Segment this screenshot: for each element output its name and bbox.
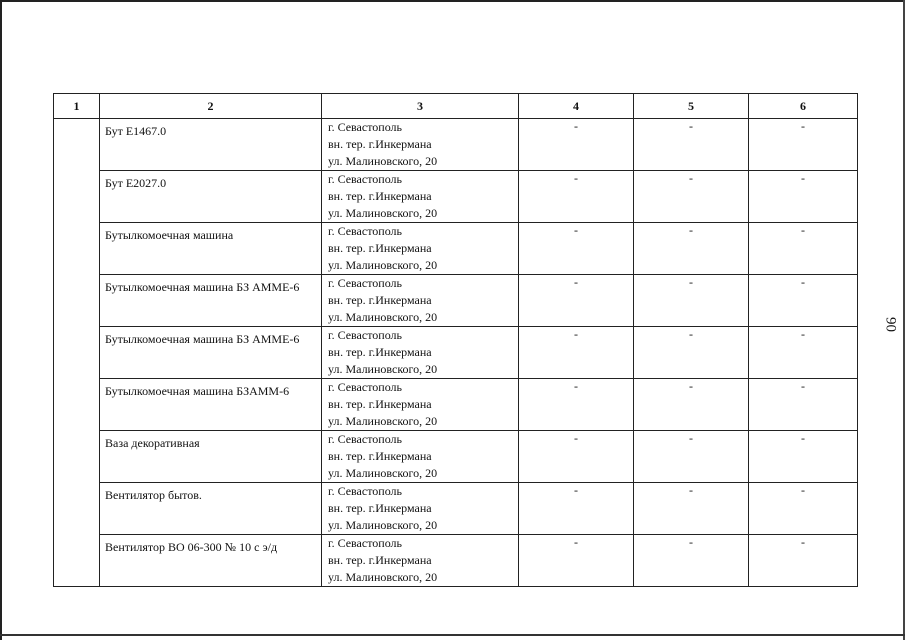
address-cell	[322, 275, 519, 327]
address-city: г. Севастополь	[328, 224, 403, 238]
address-street: ул. Малиновского, 20	[328, 310, 438, 324]
column-header-5: 5	[634, 94, 749, 119]
column-5-value: -	[634, 119, 749, 171]
column-4-value: -	[519, 483, 634, 535]
property-table	[53, 93, 858, 587]
scan-bottom-edge	[0, 634, 905, 636]
column-5-value: -	[634, 327, 749, 379]
item-name-cell	[100, 327, 322, 379]
item-name-cell	[100, 379, 322, 431]
column-6-value: -	[749, 327, 858, 379]
address-cell	[322, 379, 519, 431]
table-row	[54, 379, 858, 431]
column-5-value: -	[634, 379, 749, 431]
address-city: г. Севастополь	[328, 536, 403, 550]
address-city: г. Севастополь	[328, 380, 403, 394]
column-4-value: -	[519, 327, 634, 379]
table-row	[54, 483, 858, 535]
address-territory: вн. тер. г.Инкермана	[328, 189, 432, 203]
column-header-1: 1	[54, 94, 100, 119]
item-name-cell	[100, 483, 322, 535]
column-header-6: 6	[749, 94, 858, 119]
table-header-row	[54, 94, 858, 119]
item-name: Бутылкомоечная машина БЗ АММЕ-6	[105, 332, 300, 346]
address-cell	[322, 327, 519, 379]
address-street: ул. Малиновского, 20	[328, 414, 438, 428]
column-6-value: -	[749, 171, 858, 223]
address-city: г. Севастополь	[328, 432, 403, 446]
item-name-cell	[100, 275, 322, 327]
column-4-value: -	[519, 379, 634, 431]
column-5-value: -	[634, 431, 749, 483]
column-header-3: 3	[322, 94, 519, 119]
address-territory: вн. тер. г.Инкермана	[328, 345, 432, 359]
column-6-value: -	[749, 223, 858, 275]
table-row	[54, 119, 858, 171]
address-cell	[322, 171, 519, 223]
item-name-cell	[100, 431, 322, 483]
address-territory: вн. тер. г.Инкермана	[328, 137, 432, 151]
row-number-cell	[54, 119, 100, 587]
column-6-value: -	[749, 379, 858, 431]
address-territory: вн. тер. г.Инкермана	[328, 449, 432, 463]
column-6-value: -	[749, 119, 858, 171]
item-name: Вентилятор ВО 06-300 № 10 с э/д	[105, 540, 278, 554]
address-city: г. Севастополь	[328, 172, 403, 186]
address-street: ул. Малиновского, 20	[328, 466, 438, 480]
column-4-value: -	[519, 275, 634, 327]
scan-top-edge	[0, 0, 905, 2]
item-name: Бутылкомоечная машина	[105, 228, 234, 242]
table-row	[54, 431, 858, 483]
column-6-value: -	[749, 535, 858, 587]
column-5-value: -	[634, 171, 749, 223]
address-cell	[322, 483, 519, 535]
address-city: г. Севастополь	[328, 328, 403, 342]
column-6-value: -	[749, 431, 858, 483]
item-name: Бут Е2027.0	[105, 176, 167, 190]
column-4-value: -	[519, 535, 634, 587]
page-number: 90	[882, 317, 899, 332]
column-5-value: -	[634, 535, 749, 587]
item-name: Бутылкомоечная машина БЗ АММЕ-6	[105, 280, 300, 294]
address-street: ул. Малиновского, 20	[328, 362, 438, 376]
table-row	[54, 171, 858, 223]
item-name-cell	[100, 171, 322, 223]
address-street: ул. Малиновского, 20	[328, 258, 438, 272]
scan-left-edge	[0, 0, 2, 640]
table-row	[54, 327, 858, 379]
address-street: ул. Малиновского, 20	[328, 154, 438, 168]
address-city: г. Севастополь	[328, 276, 403, 290]
column-6-value: -	[749, 483, 858, 535]
item-name: Бут Е1467.0	[105, 124, 167, 138]
item-name-cell	[100, 535, 322, 587]
column-4-value: -	[519, 431, 634, 483]
address-territory: вн. тер. г.Инкермана	[328, 397, 432, 411]
column-4-value: -	[519, 171, 634, 223]
address-street: ул. Малиновского, 20	[328, 206, 438, 220]
column-header-4: 4	[519, 94, 634, 119]
item-name: Вентилятор бытов.	[105, 488, 202, 502]
address-street: ул. Малиновского, 20	[328, 518, 438, 532]
item-name-cell	[100, 119, 322, 171]
table-row	[54, 223, 858, 275]
column-5-value: -	[634, 483, 749, 535]
address-territory: вн. тер. г.Инкермана	[328, 501, 432, 515]
address-city: г. Севастополь	[328, 484, 403, 498]
address-territory: вн. тер. г.Инкермана	[328, 553, 432, 567]
address-city: г. Севастополь	[328, 120, 403, 134]
item-name: Бутылкомоечная машина БЗАММ-6	[105, 384, 290, 398]
item-name: Ваза декоративная	[105, 436, 200, 450]
address-cell	[322, 535, 519, 587]
table-row	[54, 275, 858, 327]
column-5-value: -	[634, 275, 749, 327]
column-4-value: -	[519, 223, 634, 275]
address-territory: вн. тер. г.Инкермана	[328, 293, 432, 307]
column-4-value: -	[519, 119, 634, 171]
column-header-2: 2	[100, 94, 322, 119]
address-territory: вн. тер. г.Инкермана	[328, 241, 432, 255]
item-name-cell	[100, 223, 322, 275]
column-5-value: -	[634, 223, 749, 275]
address-cell	[322, 431, 519, 483]
column-6-value: -	[749, 275, 858, 327]
address-cell	[322, 119, 519, 171]
table-row	[54, 535, 858, 587]
address-cell	[322, 223, 519, 275]
address-street: ул. Малиновского, 20	[328, 570, 438, 584]
